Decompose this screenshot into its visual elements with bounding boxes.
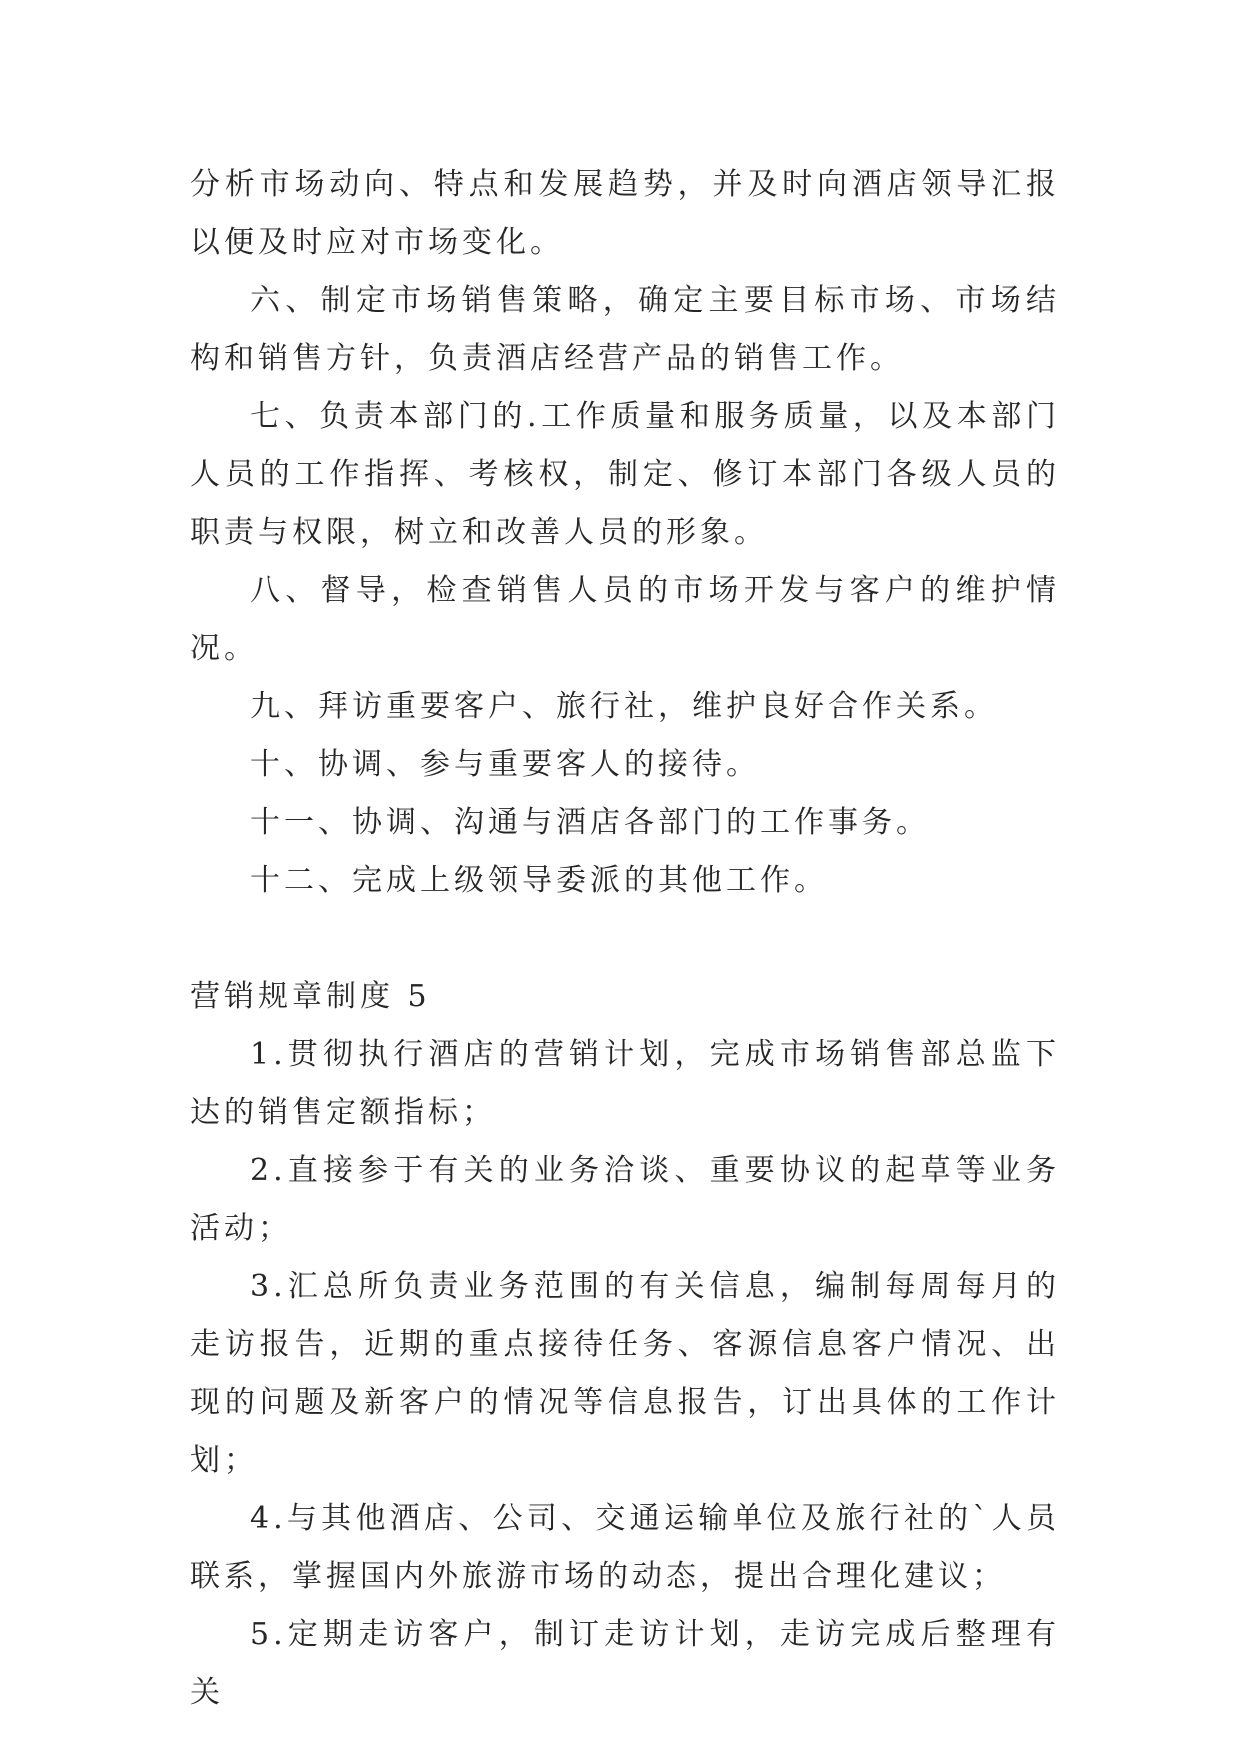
paragraph-item-10: 十、协调、参与重要客人的接待。 xyxy=(250,747,760,782)
paragraph-item-6: 六、制定市场销售策略，确定主要目标市场、市场结构和销售方针，负责酒店经营产品的销售工作。 xyxy=(190,283,1060,376)
section-heading: 营销规章制度 5 xyxy=(190,979,431,1014)
paragraph-rule-3: 3.汇总所负责业务范围的有关信息，编制每周每月的走访报告，近期的重点接待任务、客源信息客户情况、出现的问题及新客户的情况等信息报告，订出具体的工作计划； xyxy=(190,1269,1060,1478)
paragraph-rule-1: 1.贯彻执行酒店的营销计划，完成市场销售部总监下达的销售定额指标； xyxy=(190,1037,1060,1130)
paragraph-item-12: 十二、完成上级领导委派的其他工作。 xyxy=(250,863,828,898)
paragraph-rule-5: 5.定期走访客户，制订走访计划，走访完成后整理有关 xyxy=(190,1617,1060,1710)
paragraph-item-9: 九、拜访重要客户、旅行社，维护良好合作关系。 xyxy=(250,689,998,724)
paragraph-item-8: 八、督导，检查销售人员的市场开发与客户的维护情况。 xyxy=(190,573,1060,666)
document-page xyxy=(190,156,1060,1722)
paragraph-item-11: 十一、协调、沟通与酒店各部门的工作事务。 xyxy=(250,805,930,840)
paragraph-continuation: 分析市场动向、特点和发展趋势，并及时向酒店领导汇报以便及时应对市场变化。 xyxy=(190,167,1060,260)
paragraph-item-7: 七、负责本部门的.工作质量和服务质量，以及本部门人员的工作指挥、考核权，制定、修订本部门各级人员的职责与权限，树立和改善人员的形象。 xyxy=(190,399,1060,550)
paragraph-rule-2: 2.直接参于有关的业务洽谈、重要协议的起草等业务活动； xyxy=(190,1153,1060,1246)
paragraph-rule-4: 4.与其他酒店、公司、交通运输单位及旅行社的`人员联系，掌握国内外旅游市场的动态，提出合理化建议； xyxy=(190,1501,1060,1594)
